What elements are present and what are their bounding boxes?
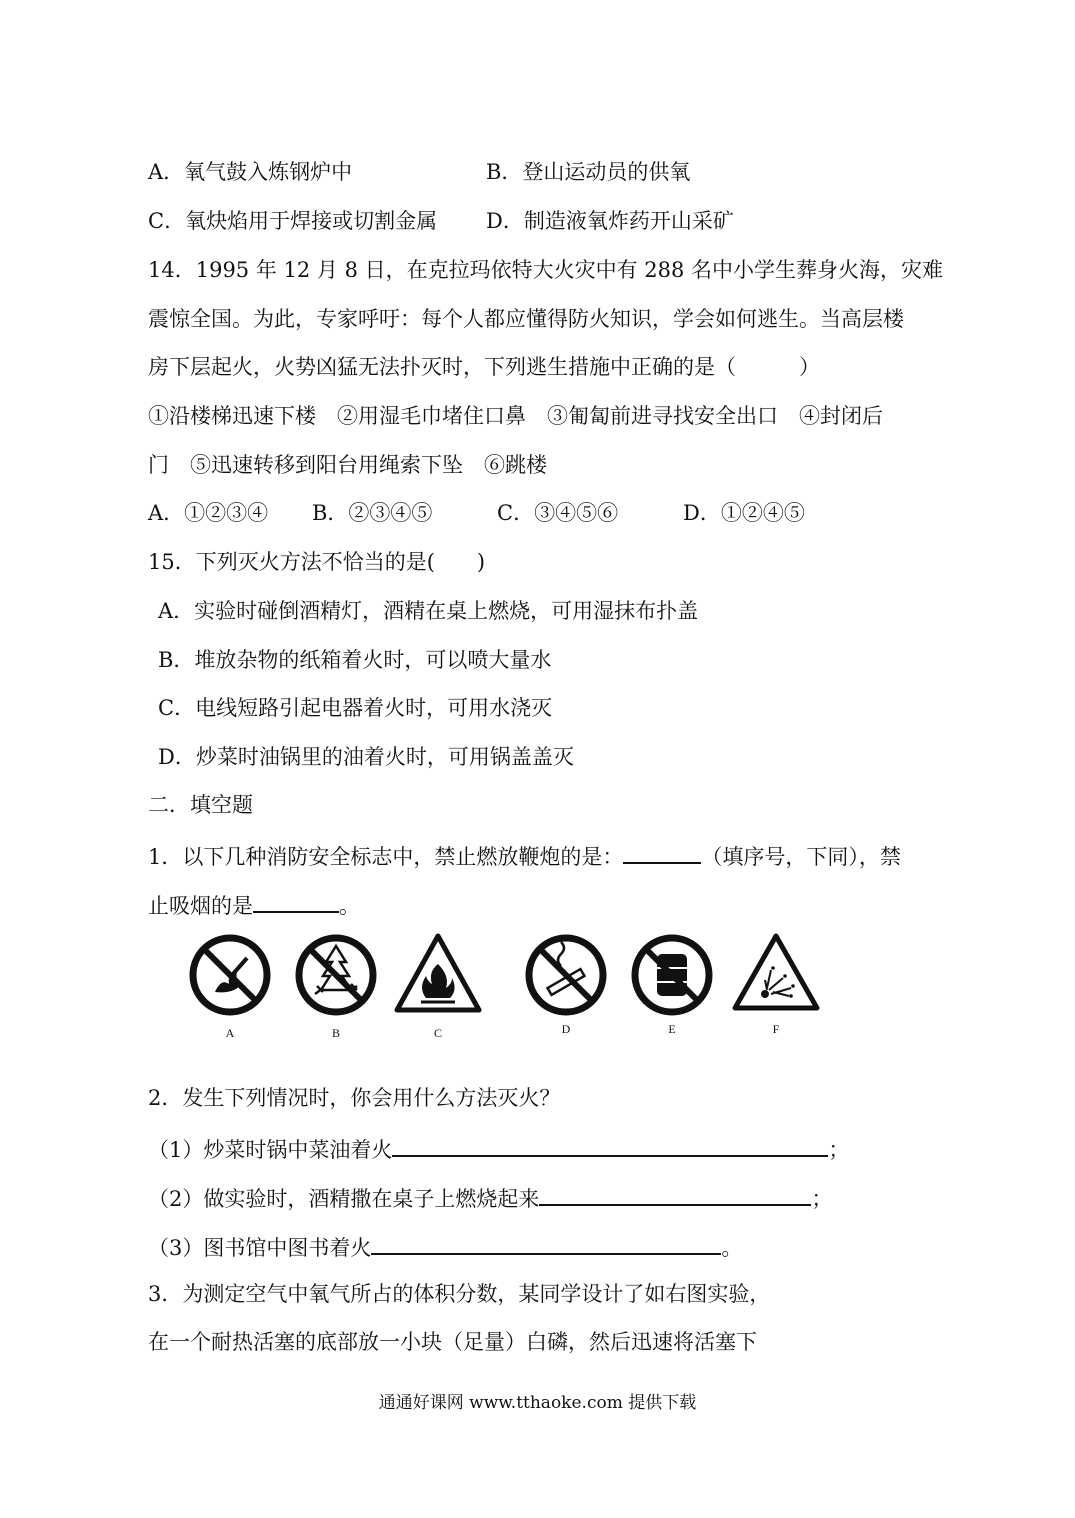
page-footer: 通通好课网 www.tthaoke.com 提供下载 [378, 1393, 697, 1413]
q15-option-b: B．堆放杂物的纸箱着火时，可以喷大量水 [158, 648, 552, 672]
q14-line-4: ①沿楼梯迅速下楼 ②用湿毛巾堵住口鼻 ③匍匐前进寻找安全出口 ④封闭后 [148, 404, 883, 428]
f2-item-2-text: （2）做实验时，酒精撒在桌子上燃烧起来 [148, 1187, 540, 1211]
answer-blank[interactable] [392, 1133, 828, 1157]
q14-line-3: 房下层起火，火势凶猛无法扑灭时，下列逃生措施中正确的是（ ） [148, 355, 820, 379]
no-fireworks-icon [185, 930, 275, 1020]
section-title: 二．填空题 [148, 793, 253, 817]
q15-option-c: C．电线短路引起电器着火时，可用水浇灭 [158, 696, 553, 720]
q13-option-row-1 [148, 157, 352, 187]
f3-line-2: 在一个耐热活塞的底部放一小块（足量）白磷，然后迅速将活塞下 [148, 1330, 757, 1354]
f1-line-1 [148, 840, 901, 872]
answer-blank[interactable] [623, 840, 701, 864]
q14-option-a: A．①②③④ [148, 501, 269, 525]
sign-c [393, 930, 483, 1040]
sign-label-c: C [433, 1026, 442, 1040]
sign-d [521, 930, 611, 1036]
q14-option-d: D．①②④⑤ [683, 501, 805, 525]
f1-text-1: 1．以下几种消防安全标志中，禁止燃放鞭炮的是： [148, 845, 624, 869]
q14-line-5: 门 ⑤迅速转移到阳台用绳索下坠 ⑥跳楼 [148, 453, 547, 477]
q14-line-2: 震惊全国。为此，专家呼吁：每个人都应懂得防火知识，学会如何逃生。当高层楼 [148, 307, 904, 331]
f2-item-2-end: ； [811, 1187, 833, 1211]
q13-option-d: D．制造液氧炸药开山采矿 [486, 209, 734, 233]
f1-text-2: （填序号，下同），禁 [701, 845, 901, 869]
f2-item-2 [148, 1182, 832, 1214]
sign-f [731, 930, 821, 1036]
q14-option-c: C．③④⑤⑥ [497, 501, 619, 525]
q15-stem: 15．下列灭火方法不恰当的是( ) [148, 550, 486, 574]
fire-safety-signs [185, 930, 825, 1050]
no-oil-drum-icon [627, 930, 717, 1020]
f2-item-1-end: ； [828, 1138, 850, 1162]
q13-option-b: B．登山运动员的供氧 [486, 160, 691, 184]
f2-stem: 2．发生下列情况时，你会用什么方法灭火？ [148, 1086, 561, 1110]
answer-blank[interactable] [539, 1182, 811, 1206]
q15-option-d: D．炒菜时油锅里的油着火时，可用锅盖盖灭 [158, 745, 574, 769]
f2-item-3 [148, 1231, 742, 1263]
q13-option-a: A．氧气鼓入炼钢炉中 [148, 160, 353, 184]
sign-e [627, 930, 717, 1036]
f2-item-1 [148, 1133, 849, 1165]
f1-text-4: 。 [339, 894, 360, 918]
q15-option-a: A．实验时碰倒酒精灯，酒精在桌上燃烧，可用湿抹布扑盖 [158, 599, 699, 623]
sign-label-d: D [561, 1022, 571, 1036]
q13-option-c: C．氧炔焰用于焊接或切割金属 [148, 209, 438, 233]
sign-label-b: B [331, 1026, 340, 1040]
f2-item-1-text: （1）炒菜时锅中菜油着火 [148, 1138, 393, 1162]
sign-label-a: A [225, 1026, 235, 1040]
no-burning-forest-icon [291, 930, 381, 1020]
answer-blank[interactable] [371, 1231, 721, 1255]
f2-item-3-end: 。 [721, 1236, 743, 1260]
q14-line-1: 14．1995 年 12 月 8 日，在克拉玛依特大火灾中有 288 名中小学生葬身火海，灾难 [148, 258, 944, 282]
f1-text-3: 止吸烟的是 [148, 894, 253, 918]
flammable-warning-icon [393, 930, 483, 1020]
f1-line-2 [148, 889, 360, 921]
sign-label-f: F [772, 1022, 780, 1036]
f3-line-1: 3．为测定空气中氧气所占的体积分数，某同学设计了如右图实验， [148, 1282, 771, 1306]
explosive-warning-icon [731, 930, 821, 1020]
f2-item-3-text: （3）图书馆中图书着火 [148, 1236, 372, 1260]
answer-blank[interactable] [253, 889, 339, 913]
no-smoking-icon [521, 930, 611, 1020]
sign-label-e: E [668, 1022, 676, 1036]
sign-a [185, 930, 275, 1040]
sign-b [291, 930, 381, 1040]
q14-option-b: B．②③④⑤ [312, 501, 433, 525]
